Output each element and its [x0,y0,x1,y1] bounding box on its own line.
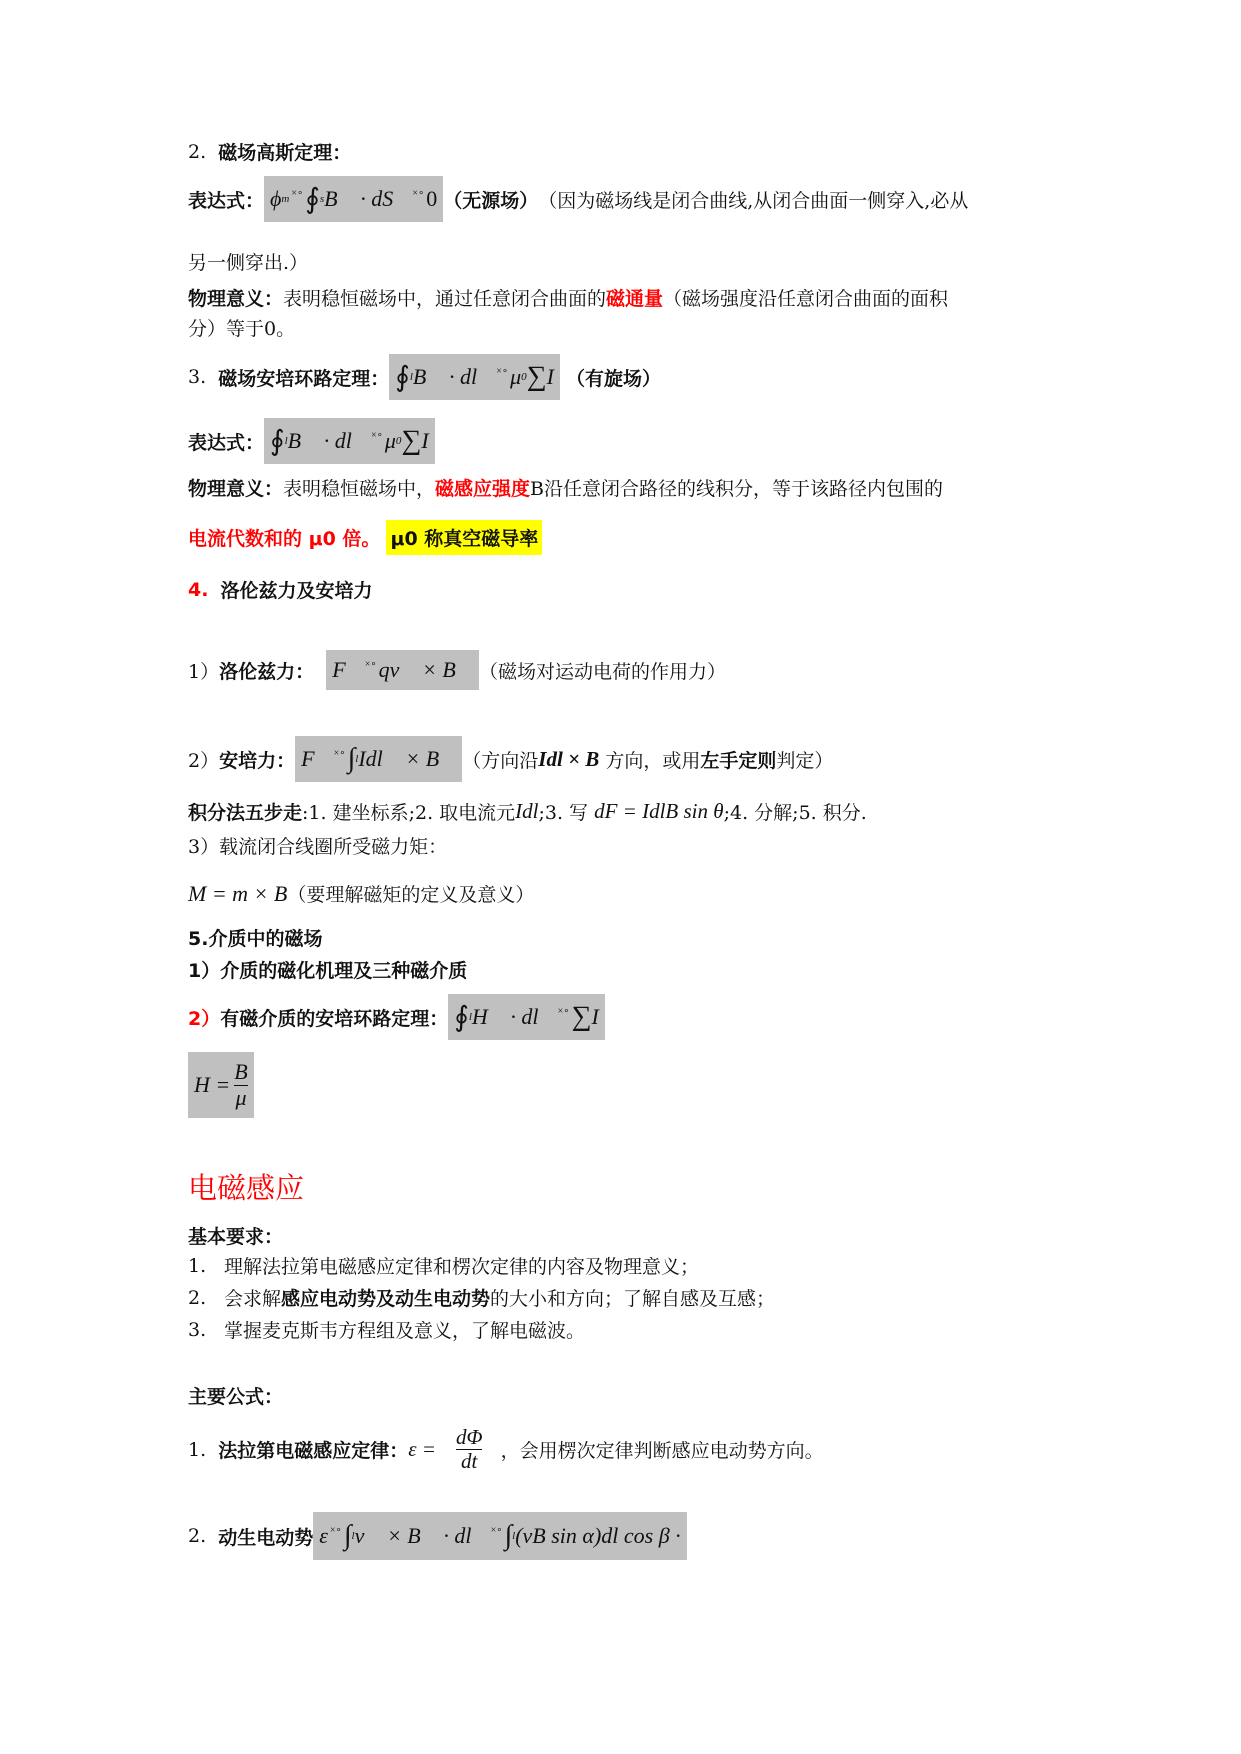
item-note: （磁场对运动电荷的作用力） [478,660,726,683]
inline-math-2: dF = IdlB sin θ [594,799,724,823]
faraday-label: 法拉第电磁感应定律： [218,1440,409,1463]
item-text: 1）介质的磁化机理及三种磁介质 [188,960,468,982]
steps-text-2: ;3. 写 [538,802,589,824]
h-denominator: μ [235,1084,247,1110]
faraday-denominator: dt [461,1449,478,1474]
item-label: 洛伦兹力： [219,660,315,683]
section-title: 5.介质中的磁场 [188,928,323,950]
section-number: 2. [188,140,207,163]
list-text: 理解法拉第电磁感应定律和楞次定律的内容及物理意义； [224,1256,700,1278]
item-key: 左手定则 [700,749,777,772]
main-formulas-label [188,1382,283,1409]
steps-text-3: ;4. 分解;5. 积分. [723,802,867,824]
medium-heading [188,924,322,951]
item-text: 3）载流闭合线圈所受磁力矩： [188,836,448,858]
item-note-3: 判定） [776,749,834,772]
faraday-note: ，会用楞次定律判断感应电动势方向。 [500,1440,824,1463]
list-number: 1. [188,1438,207,1461]
force-heading [188,576,373,603]
gauss-expression-line [188,176,968,222]
highlighted-note: μ0 称真空磁导率 [386,520,542,555]
list-number: 3. [188,1318,207,1341]
ampere-heading [188,354,661,400]
five-steps-line [188,798,867,825]
meaning-label: 物理意义： [188,478,284,500]
motional-formula: ε ×∘ ∫ l v⃗ × B⃗ · dl⃗ ×∘ ∫ l (vB sin α)dl cos β · [313,1512,686,1560]
chapter-heading: 电磁感应 [188,1171,305,1205]
list-text-2: 的大小和方向；了解自感及互感； [490,1288,776,1310]
meaning-text-3: 分）等于0。 [188,318,296,340]
expr-label: 表达式： [188,431,265,454]
meaning-text: 表明稳恒磁场中，通过任意闭合曲面的 [283,288,607,310]
label: 基本要求： [188,1226,284,1248]
list-number: 2. [188,1525,207,1547]
steps-text: :1. 建坐标系;2. 取电流元 [302,802,516,824]
expr-note-2: 另一侧穿出.） [188,252,309,274]
h-numerator: B [234,1059,248,1085]
section-title: 磁场高斯定理： [218,142,352,164]
gauss-formula: ϕ m ×∘ ∮ s B⃗ · dS⃗ ×∘ 0 [264,176,443,222]
meaning-text-2: （磁场强度沿任意闭合曲面的面积 [663,288,949,310]
motional-emf-line [188,1512,687,1560]
ampere-meaning [188,474,943,501]
requirement-2 [188,1284,775,1311]
ampere-force-line [188,736,833,782]
faraday-formula [408,1426,482,1473]
h-formula [188,1052,254,1118]
expr-tag: （无源场） [443,189,539,212]
meaning-key-2: 电流代数和的 μ0 倍。 [188,528,381,550]
expr-note-continued [188,248,308,275]
item-note-2: 方向，或用 [605,749,701,772]
item-number: 2） [188,1007,221,1030]
meaning-key: 磁通量 [606,288,664,310]
requirement-1 [188,1252,699,1279]
section-number: 4. [188,578,209,601]
medium-item-2 [188,994,605,1040]
meaning-text-2: B沿任意闭合路径的线积分，等于该路径内包围的 [530,478,944,500]
torque-heading [188,832,447,859]
meaning-label: 物理意义： [188,288,284,310]
item-number: 2） [188,749,220,772]
gauss-meaning-cont [188,314,295,341]
medium-item-1 [188,956,467,983]
faraday-numerator: dΦ [455,1425,483,1449]
list-key: 感应电动势及动生电动势 [281,1288,491,1310]
ampere-formula: ∮ l B⃗ · dl⃗ ×∘ μ 0 ∑ I [389,354,560,400]
torque-note: （要理解磁矩的定义及意义） [287,884,535,906]
lorentz-line [188,650,726,690]
expr-label: 表达式： [188,189,265,212]
inline-math: Idl [515,799,539,823]
gauss-heading [188,138,351,165]
torque-formula: M = m × B [188,880,288,906]
expr-note: （因为磁场线是闭合曲线,从闭合曲面一侧穿入,必从 [538,189,969,212]
field-tag: （有旋场） [565,367,661,390]
section-title: 磁场安培环路定理： [218,367,390,390]
item-number: 1） [188,660,220,683]
list-number: 2. [188,1286,207,1309]
item-label: 安培力： [219,749,296,772]
item-text: 有磁介质的安培环路定理： [220,1007,449,1030]
lorentz-formula: F⃗ ×∘ qv⃗ × B⃗ [326,650,479,690]
ampere-expression-line [188,418,435,464]
faraday-line [188,1426,824,1473]
item-note: （方向沿 [462,749,539,772]
requirement-3 [188,1316,585,1343]
label: 主要公式： [188,1386,284,1408]
requirements-label [188,1222,283,1249]
meaning-text: 表明稳恒磁场中， [283,478,436,500]
ampere-force-formula: F⃗ ×∘ ∫ l Idl⃗ × B⃗ [295,736,462,782]
medium-ampere-formula: ∮ l H⃗ · dl⃗ ×∘ ∑ I [448,994,605,1040]
torque-line [188,880,534,907]
section-number: 3. [188,366,207,388]
ampere-expr-formula: ∮ l B⃗ · dl⃗ ×∘ μ 0 ∑ I [264,418,435,464]
section-title: 洛伦兹力及安培力 [220,580,373,602]
h-relation-line [188,1052,254,1118]
inline-math: Idl × B [538,746,600,771]
list-text: 掌握麦克斯韦方程组及意义，了解电磁波。 [224,1320,586,1342]
list-text: 会求解 [224,1288,282,1310]
motional-label: 动生电动势 [218,1526,314,1549]
steps-label: 积分法五步走 [188,802,303,824]
list-number: 1. [188,1254,207,1277]
h-lhs: H = [194,1072,231,1097]
meaning-key: 磁感应强度 [435,478,531,500]
faraday-lhs: ε = [408,1437,436,1462]
gauss-meaning [188,284,948,311]
ampere-meaning-cont [188,520,542,555]
